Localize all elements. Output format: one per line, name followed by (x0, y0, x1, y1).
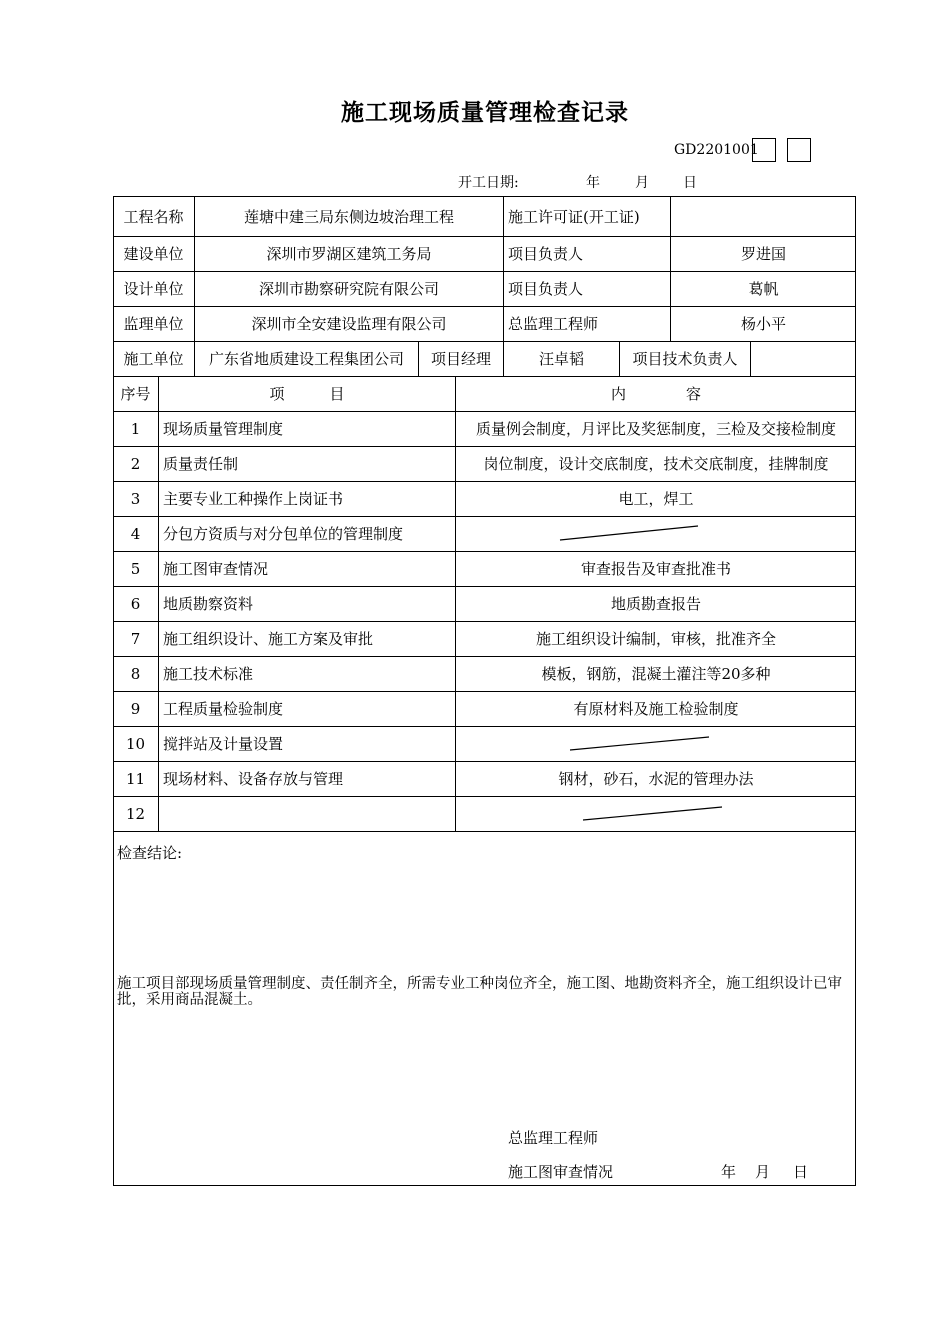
strike-line-row-4 (560, 526, 698, 540)
row-content: 地质勘查报告 (610, 595, 701, 613)
form-code: GD2201001 (674, 142, 759, 158)
row-content: 钢材，砂石，水泥的管理办法 (558, 770, 754, 788)
chief-engineer-value: 杨小平 (740, 315, 786, 333)
builder-lead-label: 项目负责人 (508, 245, 584, 263)
project-name-label: 工程名称 (123, 207, 184, 226)
row-content: 审查报告及审查批准书 (580, 560, 731, 578)
row-content: 岗位制度，设计交底制度，技术交底制度，挂牌制度 (483, 455, 829, 473)
row-no: 8 (130, 664, 141, 683)
row-content: 质量例会制度，月评比及奖惩制度，三检及交接检制度 (475, 420, 836, 438)
supervisor-value: 深圳市全安建设监理有限公司 (251, 315, 447, 333)
row-content: 模板，钢筋，混凝土灌注等20多种 (541, 665, 771, 683)
row-no: 3 (130, 489, 141, 508)
builder-lead-value: 罗进国 (740, 245, 786, 263)
row-no: 5 (130, 559, 141, 578)
designer-label: 设计单位 (123, 280, 184, 298)
sign-day: 日 (793, 1163, 809, 1181)
start-date-year: 年 (586, 175, 600, 191)
start-date-month: 月 (635, 175, 649, 191)
row-no: 1 (130, 419, 141, 438)
row-item: 现场质量管理制度 (163, 420, 284, 438)
designer-value: 深圳市勘察研究院有限公司 (258, 280, 439, 298)
strike-line-row-10 (570, 737, 709, 750)
sign-month: 月 (755, 1163, 771, 1181)
strike-line-row-12 (583, 807, 722, 820)
row-no: 4 (130, 524, 141, 543)
builder-value: 深圳市罗湖区建筑工务局 (266, 245, 432, 263)
supervisor-label: 监理单位 (123, 315, 184, 333)
chief-engineer-label: 总监理工程师 (508, 315, 599, 333)
row-item: 分包方资质与对分包单位的管理制度 (163, 525, 404, 543)
permit-label: 施工许可证(开工证) (508, 207, 640, 226)
builder-label: 建设单位 (123, 245, 184, 263)
row-item: 现场材料、设备存放与管理 (163, 770, 344, 788)
designer-lead-label: 项目负责人 (508, 280, 584, 298)
row-item: 施工技术标准 (163, 665, 254, 683)
header-item: 项 目 (269, 385, 345, 403)
contractor-label: 施工单位 (123, 350, 184, 368)
contractor-value: 广东省地质建设工程集团公司 (208, 350, 404, 368)
designer-lead-value: 葛帆 (748, 280, 779, 298)
row-no: 12 (125, 804, 146, 823)
row-item: 质量责任制 (163, 455, 239, 473)
row-no: 2 (130, 454, 141, 473)
sign-year: 年 (721, 1163, 737, 1181)
manager-value: 汪卓韬 (538, 350, 584, 368)
start-date-day: 日 (683, 175, 697, 191)
row-no: 6 (130, 594, 141, 613)
row-no: 10 (125, 734, 146, 753)
conclusion-label: 检查结论: (117, 844, 183, 862)
row-item: 施工图审查情况 (163, 560, 269, 578)
header-content: 内 容 (610, 385, 701, 403)
row-item: 地质勘察资料 (163, 595, 254, 613)
signer-label: 总监理工程师 (508, 1129, 599, 1147)
row-no: 11 (125, 769, 146, 788)
row-no: 9 (130, 699, 141, 718)
header-no: 序号 (120, 385, 151, 403)
page-title: 施工现场质量管理检查记录 (341, 100, 629, 126)
start-date-label: 开工日期: (458, 175, 519, 191)
row-no: 7 (130, 629, 141, 648)
row-content: 电工，焊工 (618, 490, 694, 508)
row-item: 主要专业工种操作上岗证书 (163, 490, 344, 508)
conclusion-text: 施工项目部现场质量管理制度、责任制齐全，所需专业工种岗位齐全，施工图、地勘资料齐全，施工组织设计已审批，采用商品混凝土。 (117, 976, 842, 1008)
row-item: 施工组织设计、施工方案及审批 (163, 630, 374, 648)
row-item: 搅拌站及计量设置 (163, 735, 284, 753)
manager-label: 项目经理 (430, 350, 491, 368)
row-item: 工程质量检验制度 (163, 700, 284, 718)
row-content: 有原材料及施工检验制度 (573, 700, 739, 718)
tech-lead-label: 项目技术负责人 (632, 350, 738, 368)
review-label: 施工图审查情况 (508, 1163, 614, 1181)
project-name-value: 莲塘中建三局东侧边坡治理工程 (243, 207, 454, 226)
row-content: 施工组织设计编制，审核，批准齐全 (535, 630, 776, 648)
